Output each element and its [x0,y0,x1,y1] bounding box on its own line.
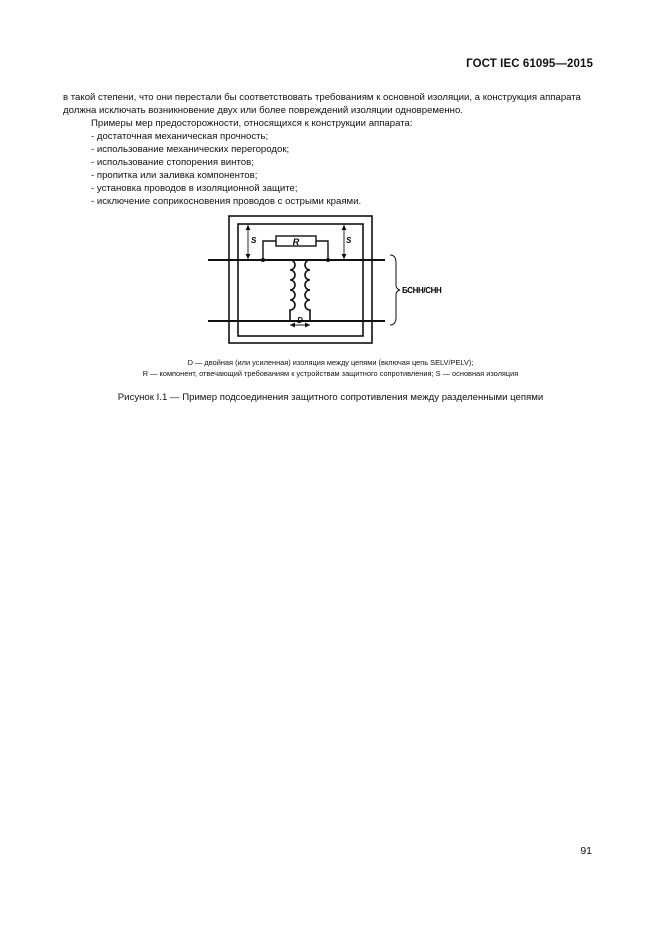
arrowhead [290,323,295,328]
right-coil [305,260,310,321]
circuit-diagram [200,215,470,345]
left-coil [290,260,295,321]
list-item: - установка проводов в изоляционной защите; [91,182,361,195]
arrowhead [305,323,310,328]
side-label: БСНН/СНН [402,286,442,295]
right-s-label: S [346,236,352,245]
arrowhead [246,225,251,230]
d-label: D [297,316,303,325]
side-bracket [390,255,400,325]
arrowhead [342,225,347,230]
resistor-lead-right [316,241,328,260]
page-number: 91 [580,845,592,857]
body-paragraph-1: в такой степени, что они перестали бы соответствовать требованиям к основной изоляции, а конструкция аппарата должна исключать возникновение двух или более повреждений изоляции одновременно. [63,92,581,116]
arrowhead [246,254,251,259]
junction-right [326,258,330,262]
list-item: - использование механических перегородок; [91,143,361,156]
body-paragraph-2: Примеры мер предосторожности, относящихся к конструкции аппарата: [91,118,413,129]
document-header: ГОСТ IEC 61095—2015 [466,58,593,70]
figure-caption: Рисунок I.1 — Пример подсоединения защитного сопротивления между разделенными цепями [117,392,544,403]
arrowhead [342,254,347,259]
resistor-label: R [292,237,300,247]
figure-legend-line-2: R — компонент, отвечающий требованиям к устройствам защитного сопротивления; S — основная изоляция [142,369,519,378]
precautions-list [91,130,361,208]
resistor-lead-left [263,241,276,260]
list-item: - исключение соприкосновения проводов с острыми краями. [91,195,361,208]
junction-left [261,258,265,262]
figure-legend-line-1: D — двойная (или усиленная) изоляция между цепями (включая цепь SELV/PELV); [187,358,474,367]
list-item: - использование стопорения винтов; [91,156,361,169]
list-item: - достаточная механическая прочность; [91,130,361,143]
list-item: - пропитка или заливка компонентов; [91,169,361,182]
left-s-label: S [251,236,257,245]
